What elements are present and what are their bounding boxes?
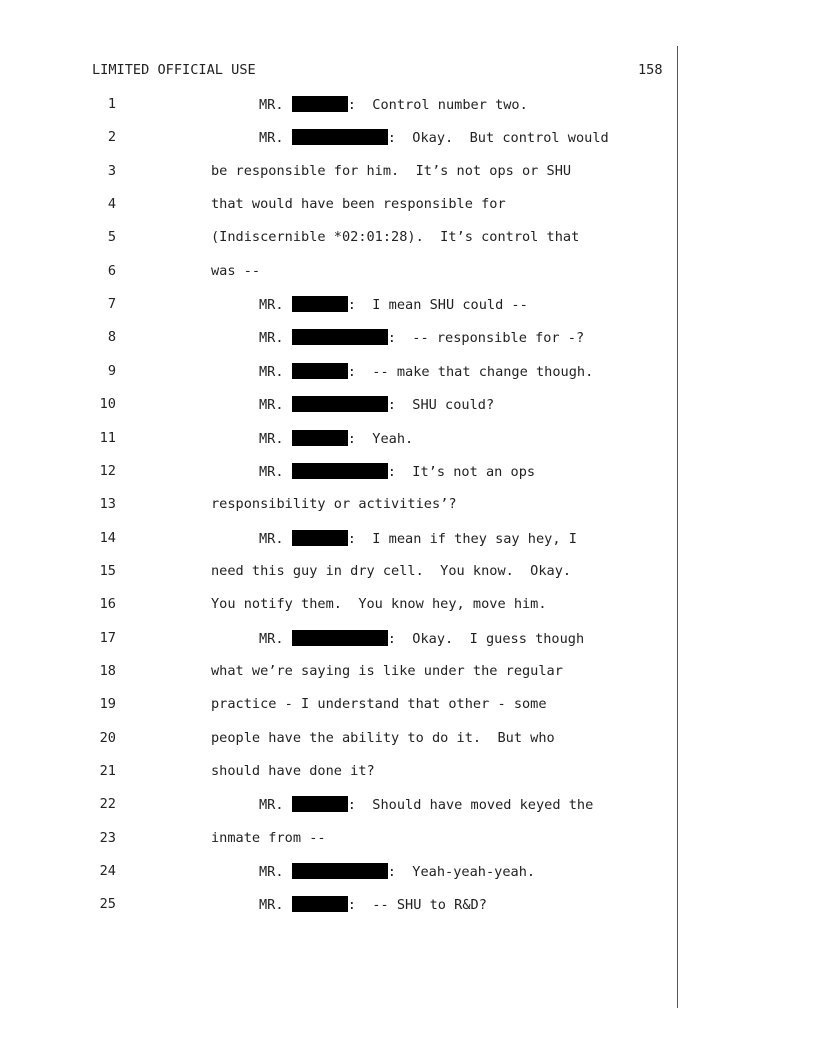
speaker-line (259, 296, 528, 313)
speaker-line (259, 129, 609, 146)
speaker-line (259, 530, 577, 547)
line-number: 22 (99, 796, 116, 813)
continuation-text: what we’re saying is like under the regular (211, 662, 563, 679)
speaker-prefix: MR. (259, 97, 284, 113)
line-number: 7 (107, 296, 116, 313)
speaker-prefix: MR. (259, 797, 284, 814)
page-number: 158 (638, 62, 663, 78)
transcript-line (0, 96, 676, 116)
utterance-text: : -- make that change though. (347, 363, 594, 380)
transcript-line (0, 696, 676, 716)
redaction-box (292, 296, 348, 312)
speaker-line (259, 863, 535, 880)
redaction-box (292, 96, 348, 112)
speaker-prefix: MR. (259, 463, 284, 480)
speaker-prefix: MR. (259, 864, 284, 881)
redaction-box (292, 396, 388, 412)
redaction-box (292, 463, 388, 479)
transcript-line (0, 196, 676, 216)
continuation-text: (Indiscernible *02:01:28). It’s control that (211, 229, 580, 246)
speaker-prefix: MR. (259, 130, 284, 147)
transcript-line (0, 129, 676, 149)
continuation-text: that would have been responsible for (211, 196, 506, 213)
classification-header: LIMITED OFFICIAL USE (92, 62, 256, 78)
line-number: 24 (99, 863, 116, 880)
line-number: 20 (99, 729, 116, 746)
transcript-line (0, 630, 676, 650)
speaker-prefix: MR. (259, 363, 284, 380)
speaker-line (259, 463, 535, 480)
line-number: 9 (107, 362, 116, 379)
redaction-box (292, 129, 388, 145)
line-number: 2 (107, 129, 116, 146)
continuation-text: was -- (211, 262, 261, 279)
utterance-text: : Yeah. (347, 430, 414, 447)
transcript-line (0, 229, 676, 249)
line-number: 15 (99, 562, 116, 579)
continuation-text: people have the ability to do it. But who (211, 729, 555, 746)
line-number: 14 (99, 529, 116, 546)
line-number: 13 (99, 496, 116, 513)
utterance-text: : I mean if they say hey, I (347, 530, 577, 547)
continuation-text: You notify them. You know hey, move him. (211, 596, 547, 613)
continuation-text: be responsible for him. It’s not ops or SHU (211, 162, 572, 179)
transcript-line (0, 730, 676, 750)
transcript-line (0, 563, 676, 583)
line-number: 11 (99, 429, 116, 446)
transcript-line (0, 496, 676, 516)
line-number: 5 (107, 229, 116, 246)
utterance-text: : -- responsible for -? (387, 330, 585, 347)
line-number: 16 (99, 596, 116, 613)
speaker-prefix: MR. (259, 297, 284, 314)
speaker-prefix: MR. (259, 430, 284, 447)
line-number: 18 (99, 662, 116, 679)
speaker-line (259, 329, 584, 346)
continuation-text: practice - I understand that other - some (211, 696, 547, 713)
transcript-line (0, 530, 676, 550)
redaction-box (292, 630, 388, 646)
redaction-box (292, 363, 348, 379)
redaction-box (292, 796, 348, 812)
speaker-prefix: MR. (259, 897, 284, 914)
line-number: 12 (99, 462, 116, 479)
speaker-prefix: MR. (259, 397, 284, 414)
transcript-line (0, 263, 676, 283)
speaker-line (259, 396, 494, 413)
transcript-line (0, 863, 676, 883)
right-margin-rule (677, 46, 678, 1008)
line-number: 8 (107, 329, 116, 346)
speaker-line (259, 796, 593, 813)
transcript-line (0, 363, 676, 383)
line-number: 4 (107, 196, 116, 213)
utterance-text: : Control number two. (347, 97, 528, 113)
speaker-line (259, 363, 593, 380)
speaker-line (259, 96, 528, 113)
redaction-box (292, 863, 388, 879)
line-number: 17 (99, 629, 116, 646)
redaction-box (292, 430, 348, 446)
speaker-line (259, 430, 413, 447)
transcript-line (0, 329, 676, 349)
utterance-text: : I mean SHU could -- (347, 297, 528, 314)
line-number: 10 (99, 396, 116, 413)
transcript-line (0, 796, 676, 816)
transcript-line (0, 396, 676, 416)
redaction-box (292, 530, 348, 546)
speaker-prefix: MR. (259, 630, 284, 647)
utterance-text: : Okay. I guess though (387, 630, 585, 647)
utterance-text: : Should have moved keyed the (347, 797, 594, 814)
continuation-text: inmate from -- (211, 829, 326, 846)
speaker-line (259, 896, 487, 913)
transcript-line (0, 596, 676, 616)
speaker-prefix: MR. (259, 330, 284, 347)
continuation-text: responsibility or activities’? (211, 496, 457, 513)
line-number: 19 (99, 696, 116, 713)
line-number: 25 (99, 896, 116, 913)
line-number: 23 (99, 829, 116, 846)
line-number: 1 (107, 96, 116, 112)
utterance-text: : Okay. But control would (387, 130, 609, 147)
line-number: 21 (99, 763, 116, 779)
transcript-line (0, 896, 676, 916)
utterance-text: : SHU could? (387, 397, 495, 414)
utterance-text: : -- SHU to R&D? (347, 897, 487, 914)
transcript-line (0, 296, 676, 316)
transcript-line (0, 463, 676, 483)
transcript-line (0, 830, 676, 850)
utterance-text: : Yeah-yeah-yeah. (387, 864, 536, 881)
transcript-line (0, 763, 676, 783)
transcript-line (0, 663, 676, 683)
transcript-line (0, 163, 676, 183)
speaker-prefix: MR. (259, 530, 284, 547)
utterance-text: : It’s not an ops (387, 463, 536, 480)
redaction-box (292, 896, 348, 912)
speaker-line (259, 630, 584, 647)
continuation-text: need this guy in dry cell. You know. Okay. (211, 562, 572, 579)
redaction-box (292, 329, 388, 345)
transcript-line (0, 430, 676, 450)
line-number: 6 (107, 262, 116, 279)
line-number: 3 (107, 162, 116, 179)
continuation-text: should have done it? (211, 763, 375, 779)
